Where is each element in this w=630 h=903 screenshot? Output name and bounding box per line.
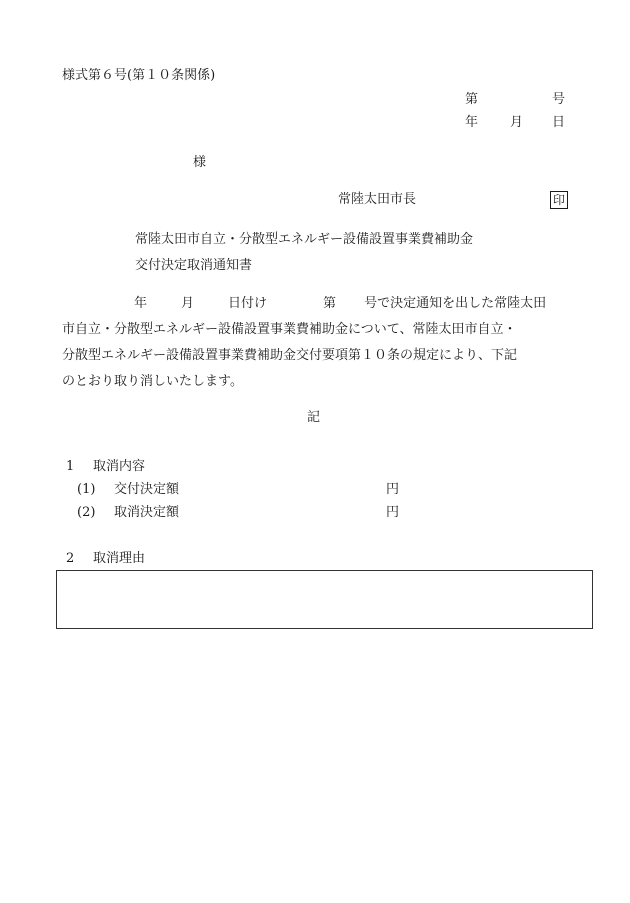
section-1-label: 取消内容 [93,459,146,474]
document-title-line-2: 交付決定取消通知書 [135,258,253,273]
body-line-3: 分散型エネルギー設備設置事業費補助金交付要項第１０条の規定により、下記 [62,348,518,363]
section-2-label: 取消理由 [93,551,146,566]
form-number: 様式第６号(第１０条関係) [62,68,216,83]
issuer-name: 常陸太田市長 [338,192,417,207]
document-number-suffix: 号 [552,92,566,107]
date-day-label: 日 [552,115,566,130]
item-2-number: (2) [77,505,96,520]
body-number-prefix: 第 [323,296,337,311]
date-month-label: 月 [510,115,524,130]
section-2-number: 2 [66,551,75,566]
item-1-label: 交付決定額 [114,482,180,497]
addressee-honorific: 様 [193,155,207,170]
seal-stamp: 印 [550,191,568,209]
body-line-1-rest: 号で決定通知を出した常陸太田 [364,296,547,311]
body-month-label: 月 [181,296,195,311]
body-date-suffix: 日付け [228,296,268,311]
body-line-4: のとおり取り消しいたします。 [62,374,243,389]
ki-heading: 記 [307,410,321,425]
item-2-label: 取消決定額 [114,505,180,520]
date-year-label: 年 [465,115,479,130]
document-number-prefix: 第 [465,92,479,107]
body-line-2: 市自立・分散型エネルギー設備設置事業費補助金について、常陸太田市自立・ [62,322,517,337]
item-2-unit: 円 [386,505,400,520]
body-year-label: 年 [134,296,148,311]
item-1-number: (1) [77,482,96,497]
notice-body [62,291,570,395]
document-title-line-1: 常陸太田市自立・分散型エネルギー設備設置事業費補助金 [135,232,474,247]
cancellation-reason-box[interactable] [56,570,593,629]
body-line-1 [62,291,570,317]
item-1-unit: 円 [386,482,400,497]
section-1-number: 1 [66,459,75,474]
